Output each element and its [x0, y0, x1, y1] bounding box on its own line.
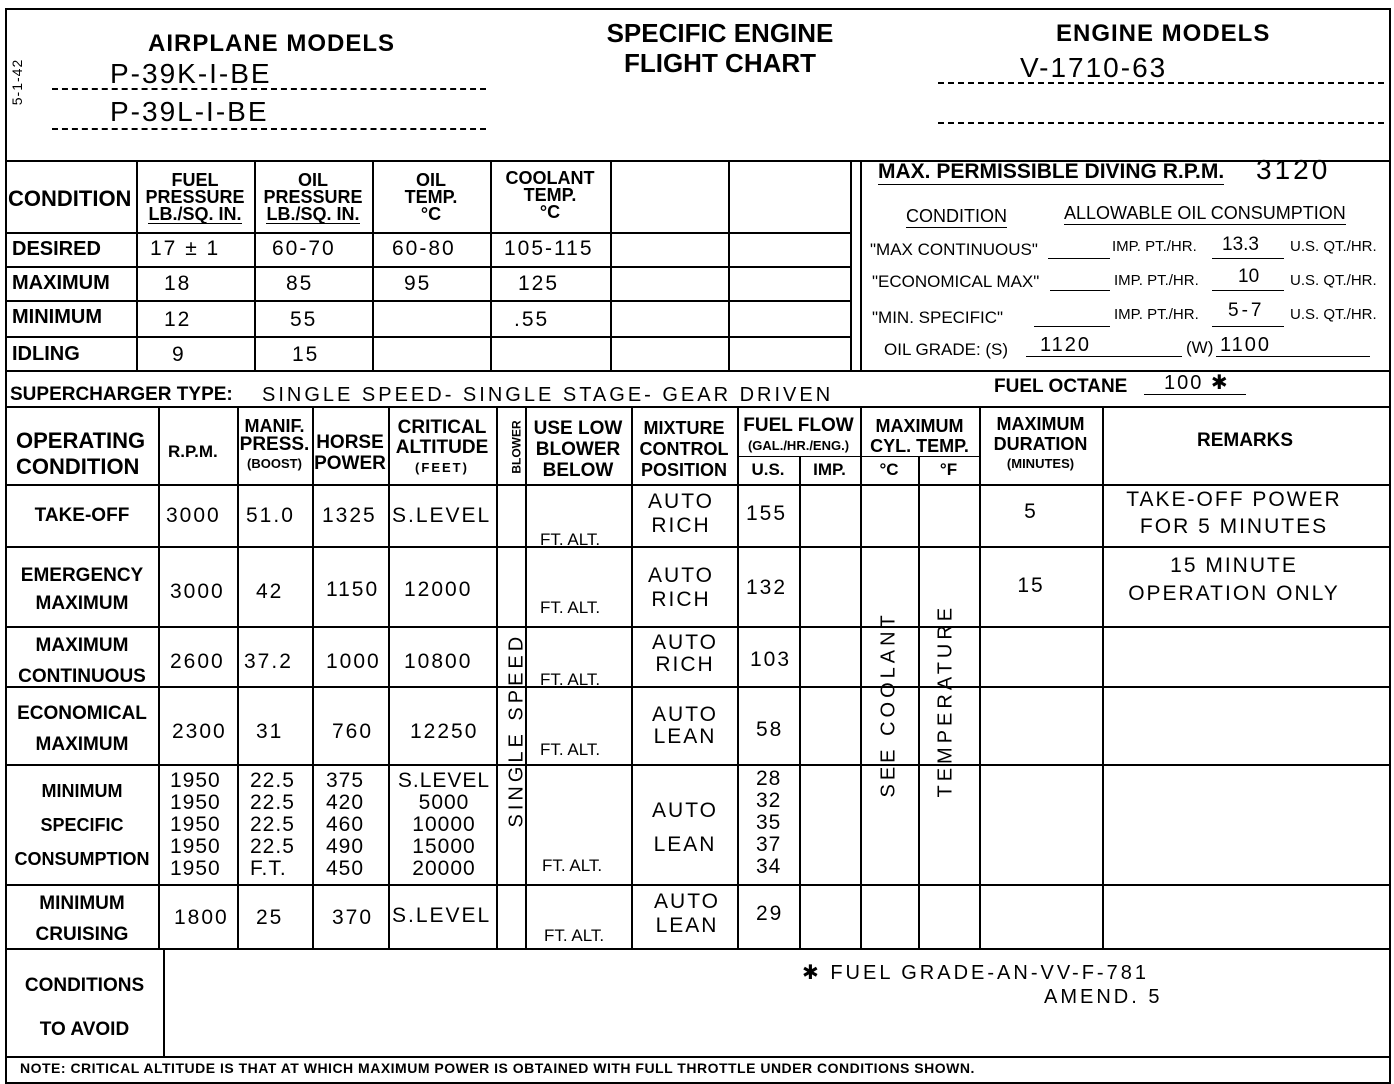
amend-note: AMEND. 5	[1044, 986, 1163, 1008]
mixture-min-specific: AUTO LEAN	[652, 799, 718, 856]
rule	[5, 686, 1389, 688]
fuel-pressure-idling: 9	[172, 343, 186, 366]
rule	[5, 232, 852, 234]
remarks-emergency: 15 MINUTE OPERATION ONLY	[1128, 554, 1340, 605]
rule	[979, 406, 981, 948]
oil-row-us-label: U.S. QT./HR.	[1290, 306, 1377, 323]
condition-header: CONDITION	[8, 186, 132, 211]
supercharger-value: SINGLE SPEED- SINGLE STAGE- GEAR DRIVEN	[262, 384, 834, 406]
rule	[5, 948, 1389, 950]
underline	[1026, 356, 1182, 357]
coolant-temp-maximum: 125	[518, 272, 560, 295]
oil-pressure-minimum: 55	[290, 308, 318, 331]
fuel-pressure-header: FUEL PRESSURE LB./SQ. IN.	[145, 170, 245, 224]
fuel-flow-header: FUEL FLOW (GAL./HR./ENG.)	[743, 415, 854, 453]
conditions-to-avoid-label: CONDITIONS TO AVOID	[24, 975, 145, 1040]
rule	[163, 948, 165, 1056]
oil-condition-label: CONDITION	[906, 206, 1007, 226]
engine-model: V-1710-63	[1020, 52, 1168, 83]
airplane-model-2: P-39L-I-BE	[110, 96, 269, 127]
manif-list-min-specific: 22.5 22.5 22.5 22.5 F.T.	[250, 769, 295, 880]
oil-row-us-label: U.S. QT./HR.	[1290, 238, 1377, 255]
rpm-max-continuous: 2600	[170, 650, 225, 673]
underline	[1050, 290, 1110, 291]
rule	[5, 336, 852, 338]
max-diving-rpm-value: 3120	[1256, 154, 1331, 185]
oil-row-name: "MIN. SPECIFIC"	[872, 308, 1004, 327]
rule	[5, 546, 1389, 548]
oil-grade-w-label: (W)	[1186, 338, 1214, 357]
coolant-temp-desired: 105-115	[504, 237, 594, 260]
rule	[158, 406, 160, 948]
oil-pressure-desired: 60-70	[272, 237, 336, 260]
fuel-octane-label: FUEL OCTANE	[994, 376, 1128, 397]
row-label-takeoff: TAKE-OFF	[34, 505, 130, 526]
hp-min-cruising: 370	[332, 906, 374, 929]
underline	[938, 122, 1384, 124]
max-diving-rpm-label: MAX. PERMISSIBLE DIVING R.P.M.	[878, 160, 1225, 183]
chart-title-line1: SPECIFIC ENGINE	[606, 18, 834, 48]
manif-max-continuous: 37.2	[244, 650, 293, 673]
oil-row-imp-label: IMP. PT./HR.	[1114, 306, 1199, 323]
operating-condition-header: OPERATING CONDITION	[16, 428, 146, 479]
footer-note: NOTE: CRITICAL ALTITUDE IS THAT AT WHICH MAXIMUM POWER IS OBTAINED WITH FULL THROTTLE UNDER CONDITIONS SHOWN.	[20, 1060, 975, 1076]
rule	[237, 406, 239, 948]
rule	[918, 456, 920, 948]
ft-alt-economical: FT. ALT.	[540, 740, 601, 759]
rule	[5, 626, 1389, 628]
date-stamp: 5-1-42	[9, 58, 26, 106]
row-label-minimum-cruising: MINIMUM CRUISING	[35, 893, 129, 945]
cyl-temp-c-header: °C	[879, 460, 899, 479]
hp-economical: 760	[332, 720, 374, 743]
ft-alt-min-specific: FT. ALT.	[542, 856, 603, 875]
rule	[728, 160, 730, 370]
rpm-takeoff: 3000	[166, 504, 221, 527]
oil-row-value: 5-7	[1228, 300, 1265, 321]
oil-row-us-label: U.S. QT./HR.	[1290, 272, 1377, 289]
rpm-list-min-specific: 1950 1950 1950 1950 1950	[170, 769, 221, 880]
rule	[850, 160, 852, 370]
underline	[1144, 394, 1246, 395]
fuel-us-takeoff: 155	[746, 502, 788, 525]
chart-title-line2: FLIGHT CHART	[623, 48, 817, 78]
underline	[1212, 290, 1284, 291]
fuel-pressure-maximum: 18	[164, 272, 192, 295]
rule	[799, 456, 801, 948]
ft-alt-min-cruising: FT. ALT.	[544, 926, 605, 945]
hp-emergency: 1150	[326, 578, 380, 601]
rpm-emergency: 3000	[170, 580, 225, 603]
mixture-max-continuous: AUTO RICH	[652, 631, 718, 676]
manif-emergency: 42	[256, 580, 284, 603]
oil-pressure-idling: 15	[292, 343, 320, 366]
critical-altitude-header: CRITICAL ALTITUDE (FEET)	[395, 417, 489, 475]
manif-min-cruising: 25	[256, 906, 284, 929]
row-label-minimum: MINIMUM	[12, 306, 102, 328]
rule	[737, 406, 739, 948]
horse-power-header: HORSE POWER	[314, 432, 386, 474]
engine-models-title: ENGINE MODELS	[1056, 20, 1271, 47]
fuel-list-min-specific: 28 32 35 37 34	[756, 767, 782, 878]
fuel-us-min-cruising: 29	[756, 902, 784, 925]
fuel-us-economical: 58	[756, 718, 784, 741]
row-label-min-specific-consumption: MINIMUM SPECIFIC CONSUMPTION	[14, 781, 150, 869]
cyl-c-see-coolant-text: SEE COOLANT	[877, 611, 900, 798]
ft-alt-emergency: FT. ALT.	[540, 598, 601, 617]
rule	[5, 884, 1389, 886]
ft-alt-max-continuous: FT. ALT.	[540, 670, 601, 689]
coolant-temp-minimum: .55	[514, 308, 550, 331]
rpm-economical: 2300	[172, 720, 227, 743]
underline	[1216, 356, 1370, 357]
oil-row-value: 13.3	[1222, 234, 1259, 255]
oil-row-imp-label: IMP. PT./HR.	[1112, 238, 1197, 255]
max-cyl-temp-header: MAXIMUM CYL. TEMP.	[870, 416, 969, 456]
underline	[938, 82, 1384, 84]
underline	[1212, 258, 1284, 259]
oil-row-name: "ECONOMICAL MAX"	[872, 272, 1040, 291]
alt-takeoff: S.LEVEL	[392, 504, 492, 527]
blower-header: BLOWER	[509, 420, 524, 474]
underline	[1212, 326, 1284, 327]
fuel-pressure-minimum: 12	[164, 308, 192, 331]
airplane-models-title: AIRPLANE MODELS	[148, 30, 396, 57]
rule	[860, 160, 862, 370]
duration-emergency: 15	[1017, 574, 1045, 597]
oil-row-imp-label: IMP. PT./HR.	[1114, 272, 1199, 289]
row-label-idling: IDLING	[12, 343, 80, 365]
use-low-blower-header: USE LOW BLOWER BELOW	[533, 418, 623, 481]
oil-grade-label: OIL GRADE: (S)	[884, 340, 1009, 359]
row-label-maximum-continuous: MAXIMUM CONTINUOUS	[18, 635, 146, 687]
row-label-desired: DESIRED	[12, 238, 101, 260]
ft-alt-takeoff: FT. ALT.	[540, 530, 601, 549]
cyl-f-temperature-text: TEMPERATURE	[934, 603, 957, 798]
mixture-control-header: MIXTURE CONTROL POSITION	[639, 418, 729, 480]
rule	[5, 1056, 1389, 1058]
rule	[312, 406, 314, 948]
coolant-temp-header: COOLANT TEMP. °C	[505, 168, 595, 222]
oil-temp-header: OIL TEMP. °C	[404, 170, 458, 224]
fuel-pressure-desired: 17 ± 1	[150, 237, 221, 260]
hp-max-continuous: 1000	[326, 650, 381, 673]
alt-max-continuous: 10800	[404, 650, 473, 673]
mixture-takeoff: AUTO RICH	[648, 490, 714, 537]
fuel-flow-us-header: U.S.	[751, 460, 785, 479]
fuel-octane-value: 100 ✱	[1164, 372, 1230, 394]
fuel-grade-note: ✱ FUEL GRADE-AN-VV-F-781	[802, 962, 1149, 984]
duration-takeoff: 5	[1024, 500, 1038, 523]
manif-header: MANIF. PRESS. (BOOST)	[239, 416, 310, 471]
rule	[737, 456, 979, 457]
underline	[1048, 258, 1110, 259]
rpm-min-cruising: 1800	[174, 906, 229, 929]
hp-takeoff: 1325	[322, 504, 377, 527]
max-duration-header: MAXIMUM DURATION (MINUTES)	[993, 414, 1088, 471]
fuel-us-emergency: 132	[746, 576, 788, 599]
mixture-economical: AUTO LEAN	[652, 703, 718, 748]
rpm-header: R.P.M.	[168, 442, 218, 461]
allowable-oil-consumption-label: ALLOWABLE OIL CONSUMPTION	[1064, 203, 1346, 223]
row-label-maximum: MAXIMUM	[12, 272, 110, 294]
rule	[860, 406, 862, 948]
manif-takeoff: 51.0	[246, 504, 295, 527]
alt-list-min-specific: S.LEVEL 5000 10000 15000 20000	[397, 769, 491, 880]
fuel-flow-imp-header: IMP.	[813, 460, 846, 479]
airplane-model-1: P-39K-I-BE	[110, 58, 272, 89]
remarks-header: REMARKS	[1196, 430, 1294, 451]
chart-title	[560, 18, 880, 78]
hp-list-min-specific: 375 420 460 490 450	[326, 769, 365, 880]
oil-temp-desired: 60-80	[392, 237, 456, 260]
supercharger-label: SUPERCHARGER TYPE:	[10, 384, 233, 405]
alt-min-cruising: S.LEVEL	[392, 904, 492, 927]
mixture-emergency: AUTO RICH	[648, 564, 714, 611]
rule	[5, 266, 852, 268]
blower-single-speed-text: SINGLE SPEED	[505, 632, 528, 828]
oil-pressure-header: OIL PRESSURE LB./SQ. IN.	[263, 170, 363, 224]
remarks-takeoff: TAKE-OFF POWER FOR 5 MINUTES	[1126, 488, 1342, 538]
manif-economical: 31	[256, 720, 284, 743]
rule	[5, 764, 1389, 766]
underline	[1034, 326, 1110, 327]
rule	[631, 406, 633, 948]
alt-economical: 12250	[410, 720, 479, 743]
cyl-temp-f-header: °F	[939, 460, 958, 479]
row-label-economical-maximum: ECONOMICAL MAXIMUM	[17, 703, 147, 755]
oil-row-name: "MAX CONTINUOUS"	[870, 240, 1038, 259]
oil-pressure-maximum: 85	[286, 272, 314, 295]
underline	[52, 128, 486, 130]
rule	[5, 300, 852, 302]
fuel-us-max-continuous: 103	[750, 648, 792, 671]
mixture-min-cruising: AUTO LEAN	[654, 890, 720, 937]
oil-row-value: 10	[1238, 266, 1260, 287]
oil-grade-s: 1120	[1040, 334, 1092, 356]
row-label-emergency-maximum: EMERGENCY MAXIMUM	[20, 565, 144, 614]
oil-temp-maximum: 95	[404, 272, 432, 295]
oil-grade-w: 1100	[1220, 334, 1272, 356]
alt-emergency: 12000	[404, 578, 473, 601]
rule	[610, 160, 612, 370]
